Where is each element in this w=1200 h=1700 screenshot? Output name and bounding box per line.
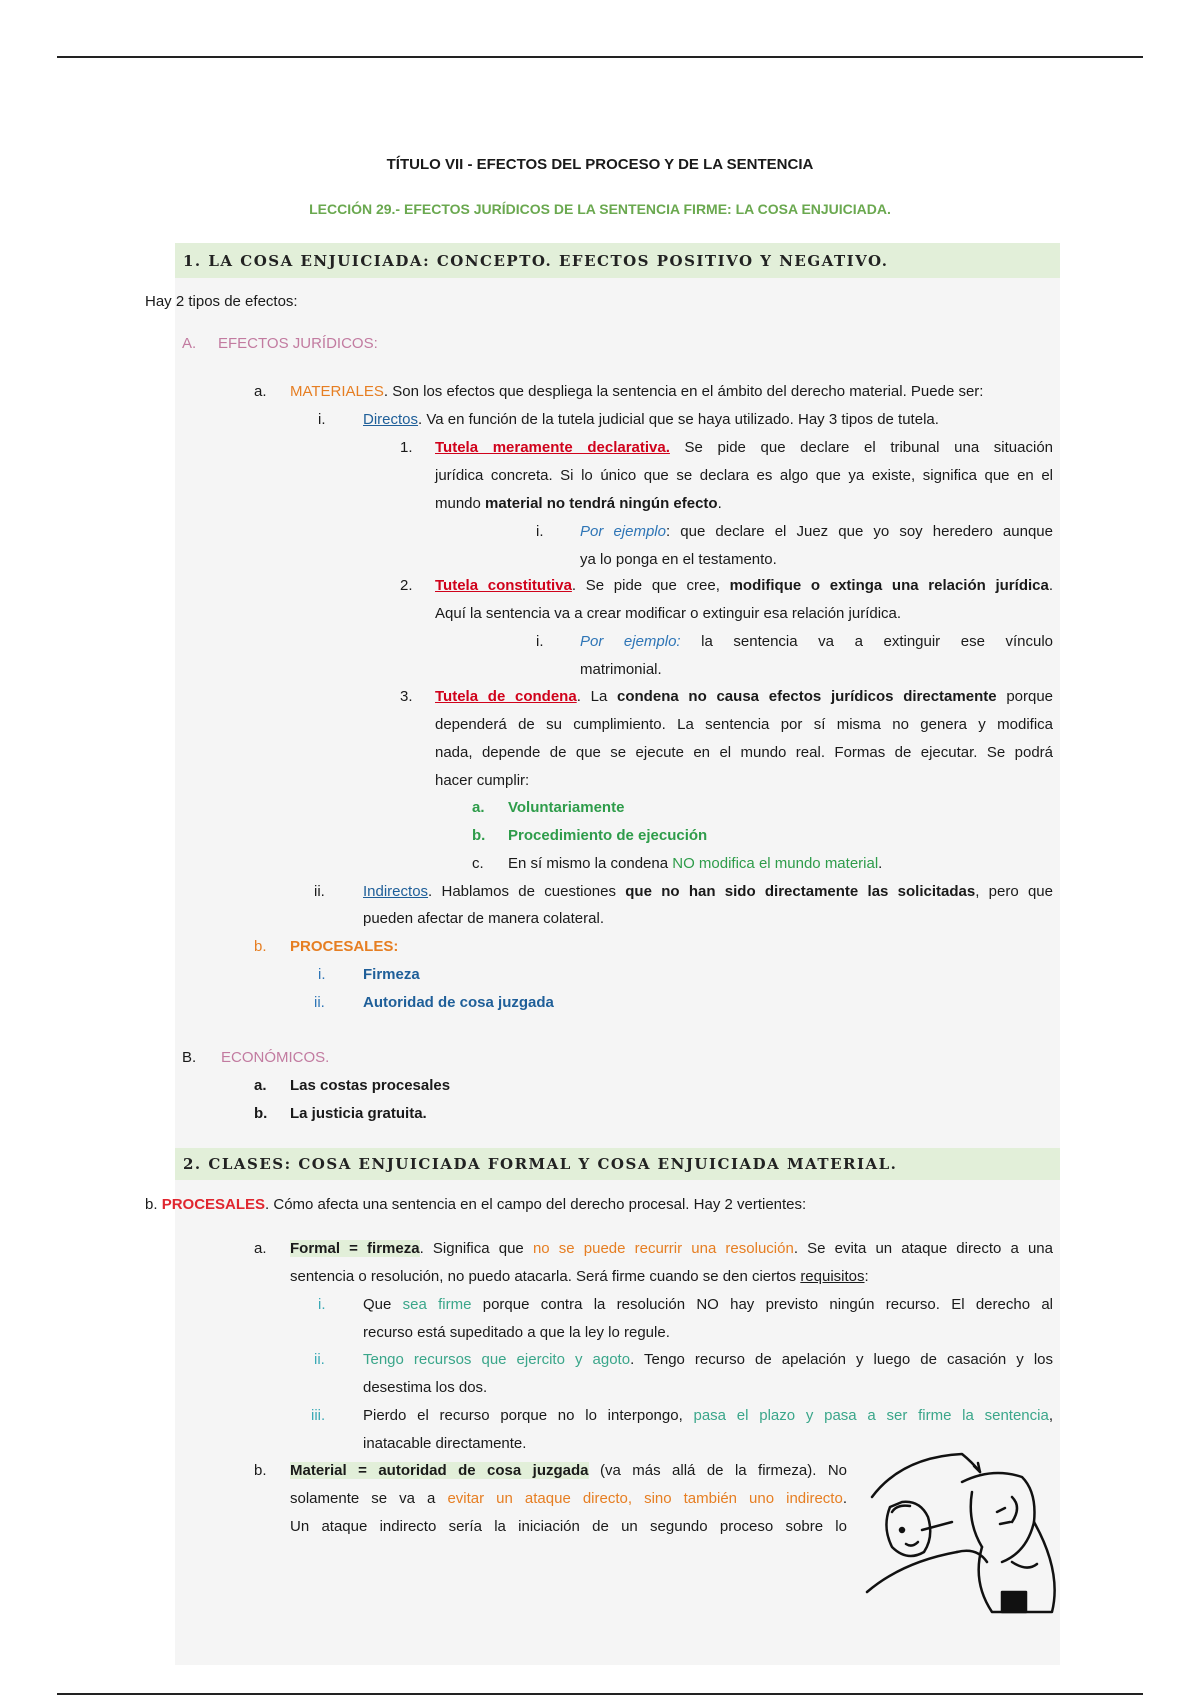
list-marker-i: i. — [318, 411, 326, 428]
example-marker-1: i. — [536, 523, 544, 540]
list-marker-ii: ii. — [314, 883, 325, 900]
autoridad-cosa-juzgada-item: Autoridad de cosa juzgada — [363, 994, 554, 1011]
indirectos-line-1: Indirectos. Hablamos de cuestiones que no han sido directamente las solicitadas, pero que — [363, 883, 1053, 900]
fencer-cartoon-icon — [862, 1452, 1072, 1622]
tutela-condena-line-4: hacer cumplir: — [435, 772, 530, 789]
formal-line-1: Formal = firmeza. Significa que no se puede recurrir una resolución. Se evita un ataque directo a una — [290, 1240, 1053, 1257]
indirectos-line-2: pueden afectar de manera colateral. — [363, 910, 604, 927]
list-marker-formal: a. — [254, 1240, 267, 1257]
list-marker-3a: a. — [472, 799, 485, 816]
procesales-heading: PROCESALES: — [290, 938, 399, 955]
list-marker-1: 1. — [400, 439, 413, 456]
tutela-condena-line-1: Tutela de condena. La condena no causa efectos jurídicos directamente porque — [435, 688, 1054, 705]
tutela-declarativa-line-1: Tutela meramente declarativa. Se pide que declare el tribunal una situación — [435, 439, 1054, 456]
section-2-heading: 2. CLASES: COSA ENJUICIADA FORMAL Y COSA ENJUICIADA MATERIAL. — [183, 1155, 898, 1173]
list-marker-ai: i. — [318, 1296, 326, 1313]
list-marker-Ba: a. — [254, 1077, 267, 1094]
example-1-line-1: Por ejemplo: que declare el Juez que yo soy heredero aunque — [580, 523, 1053, 540]
lesson-subtitle: LECCIÓN 29.- EFECTOS JURÍDICOS DE LA SENTENCIA FIRME: LA COSA ENJUICIADA. — [309, 201, 891, 217]
list-marker-material: b. — [254, 1462, 267, 1479]
tutela-constitutiva-line-2: Aquí la sentencia va a crear modificar o extinguir esa relación jurídica. — [435, 605, 902, 622]
example-2-line-2: matrimonial. — [580, 661, 662, 678]
list-marker-B: B. — [182, 1049, 197, 1066]
costas-procesales-item: Las costas procesales — [290, 1077, 451, 1094]
tutela-constitutiva-line-1: Tutela constitutiva. Se pide que cree, modifique o extinga una relación jurídica. — [435, 577, 1054, 594]
tutela-declarativa-line-3: mundo material no tendrá ningún efecto. — [435, 495, 722, 512]
tutela-condena-line-2: dependerá de su cumplimiento. La sentencia por sí misma no genera y modifica — [435, 716, 1053, 733]
page-top-rule — [57, 56, 1143, 58]
list-marker-b: b. — [254, 938, 267, 955]
list-marker-a: a. — [254, 383, 267, 400]
economicos-heading: ECONÓMICOS. — [221, 1049, 330, 1066]
requisito-2-line-2: desestima los dos. — [363, 1379, 488, 1396]
material-line-2: solamente se va a evitar un ataque directo, sino también uno indirecto. — [290, 1490, 847, 1507]
no-modifica-item: En sí mismo la condena NO modifica el mundo material. — [508, 855, 883, 872]
example-2-line-1: Por ejemplo: la sentencia va a extinguir ese vínculo — [580, 633, 1053, 650]
list-marker-2: 2. — [400, 577, 413, 594]
list-marker-aii: ii. — [314, 1351, 325, 1368]
material-line-3: Un ataque indirecto sería la iniciación de un segundo proceso sobre lo — [290, 1518, 847, 1535]
list-marker-aiii: iii. — [311, 1407, 326, 1424]
procedimiento-ejecucion-item: Procedimiento de ejecución — [508, 827, 708, 844]
directos-paragraph: Directos. Va en función de la tutela judicial que se haya utilizado. Hay 3 tipos de tutela. — [363, 411, 939, 428]
voluntariamente-item: Voluntariamente — [508, 799, 625, 816]
list-marker-Bb: b. — [254, 1105, 268, 1122]
tutela-declarativa-line-2: jurídica concreta. Si lo único que se declara es algo que ya existe, significa que en el — [435, 467, 1053, 484]
list-marker-3: 3. — [400, 688, 413, 705]
requisito-2-line-1: Tengo recursos que ejercito y agoto. Tengo recurso de apelación y luego de casación y los — [363, 1351, 1053, 1368]
formal-line-2: sentencia o resolución, no puedo atacarla. Será firme cuando se den ciertos requisitos: — [290, 1268, 869, 1285]
efectos-juridicos-heading: EFECTOS JURÍDICOS: — [218, 335, 378, 352]
example-1-line-2: ya lo ponga en el testamento. — [580, 551, 777, 568]
list-marker-bi: i. — [318, 966, 326, 983]
section-1-heading: 1. LA COSA ENJUICIADA: CONCEPTO. EFECTOS POSITIVO Y NEGATIVO. — [183, 252, 889, 270]
list-marker-bii: ii. — [314, 994, 325, 1011]
list-marker-A: A. — [182, 335, 197, 352]
list-marker-3b: b. — [472, 827, 486, 844]
material-line-1: Material = autoridad de cosa juzgada (va más allá de la firmeza). No — [290, 1462, 848, 1479]
page-bottom-rule — [57, 1693, 1143, 1695]
list-marker-3c: c. — [472, 855, 484, 872]
section-2-intro: b. PROCESALES. Cómo afecta una sentencia en el campo del derecho procesal. Hay 2 vertientes: — [145, 1196, 807, 1213]
tutela-condena-line-3: nada, depende de que se ejecute en el mundo real. Formas de ejecutar. Se podrá — [435, 744, 1053, 761]
requisito-3-line-1: Pierdo el recurso porque no lo interpongo, pasa el plazo y pasa a ser firme la sentencia, — [363, 1407, 1053, 1424]
firmeza-item: Firmeza — [363, 966, 420, 983]
example-marker-2: i. — [536, 633, 544, 650]
requisito-1-line-2: recurso está supeditado a que la ley lo regule. — [363, 1324, 670, 1341]
document-title: TÍTULO VII - EFECTOS DEL PROCESO Y DE LA SENTENCIA — [386, 156, 814, 173]
requisito-1-line-1: Que sea firme porque contra la resolución NO hay previsto ningún recurso. El derecho al — [363, 1296, 1053, 1313]
justicia-gratuita-item: La justicia gratuita. — [290, 1105, 427, 1122]
requisito-3-line-2: inatacable directamente. — [363, 1435, 527, 1452]
section-1-intro: Hay 2 tipos de efectos: — [145, 293, 298, 310]
materiales-paragraph: MATERIALES. Son los efectos que despliega la sentencia en el ámbito del derecho material. Puede ser: — [290, 383, 984, 400]
